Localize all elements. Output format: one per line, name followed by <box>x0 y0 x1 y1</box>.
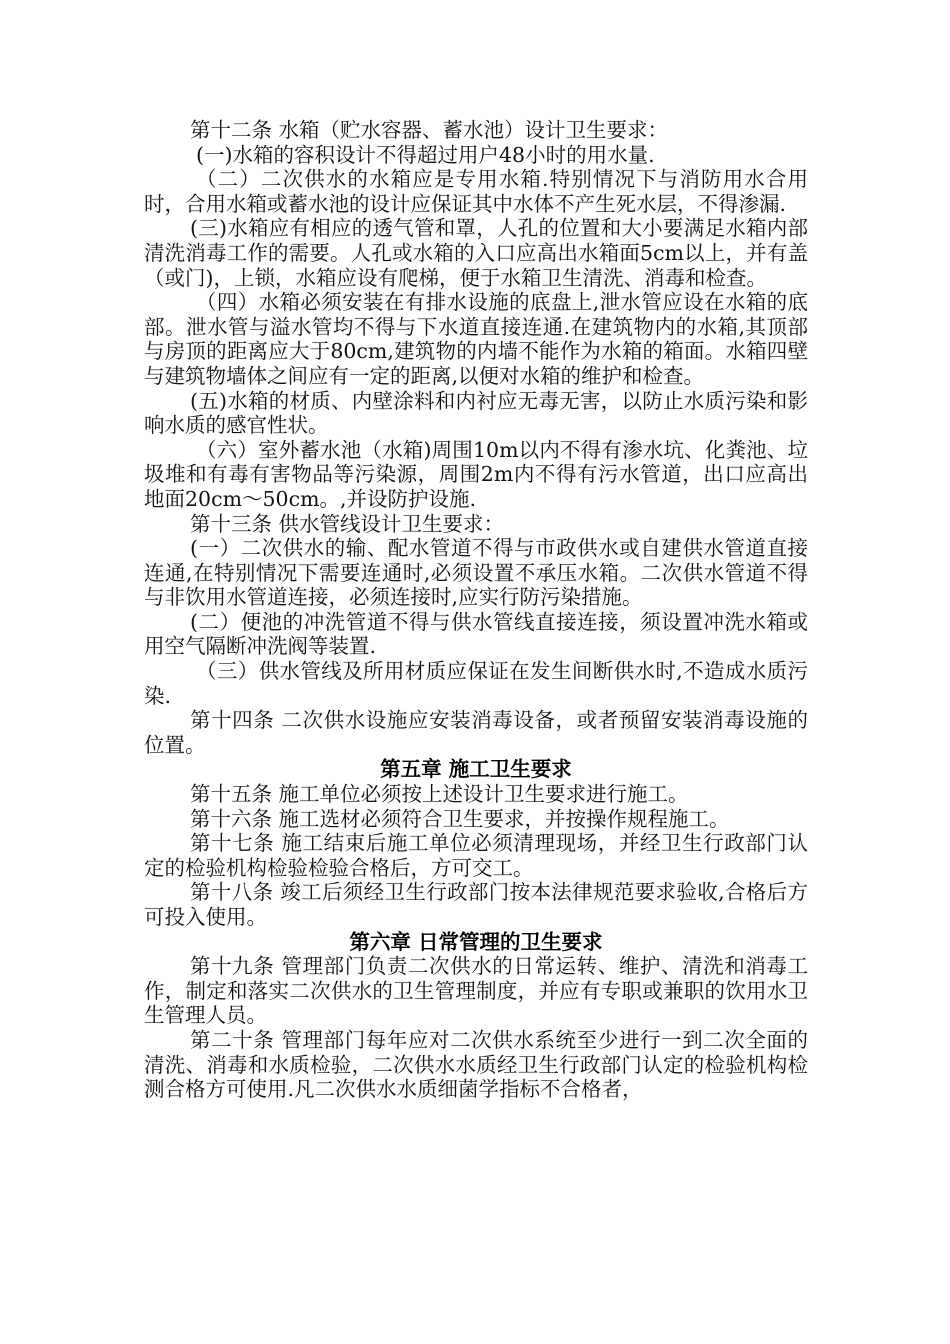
article-paragraph: 第十五条 施工单位必须按上述设计卫生要求进行施工。 <box>190 782 689 807</box>
article-paragraph: (二）便池的冲洗管道不得与供水管线直接连接，须设置冲洗水箱或用空气隔断冲洗阀等装置. <box>144 609 808 659</box>
article-paragraph: (一）二次供水的输、配水管道不得与市政供水或自建供水管道直接连通,在特别情况下需要连通时,必须设置不承压水箱。二次供水管道不得与非饮用水管道连接，必须连接时,应实行防污染措施。 <box>144 536 808 610</box>
article-paragraph: （六）室外蓄水池（水箱)周围10m以内不得有渗水坑、化粪池、垃圾堆和有毒有害物品等污染源，周围2m内不得有污水管道，出口应高出地面20cm～50cm。,并设防护设施. <box>144 437 808 511</box>
document-body <box>144 118 808 1102</box>
article-paragraph: （三）供水管线及所用材质应保证在发生间断供水时,不造成水质污染. <box>144 659 808 708</box>
article-paragraph: （二）二次供水的水箱应是专用水箱.特别情况下与消防用水合用时，合用水箱或蓄水池的设计应保证其中水体不产生死水层，不得渗漏. <box>144 167 808 216</box>
chapter-heading: 第五章 施工卫生要求 <box>380 757 572 782</box>
article-paragraph: 第十八条 竣工后须经卫生行政部门按本法律规范要求验收,合格后方可投入使用。 <box>144 880 808 929</box>
article-paragraph: 第十四条 二次供水设施应安装消毒设备，或者预留安装消毒设施的位置。 <box>144 708 808 757</box>
article-paragraph: (五)水箱的材质、内壁涂料和内衬应无毒无害，以防止水质污染和影响水质的感官性状。 <box>144 388 808 438</box>
article-paragraph: 第十九条 管理部门负责二次供水的日常运转、维护、清洗和消毒工作，制定和落实二次供水的卫生管理制度，并应有专职或兼职的饮用水卫生管理人员。 <box>144 954 808 1028</box>
article-paragraph: 第十二条 水箱（贮水容器、蓄水池）设计卫生要求： <box>190 118 669 142</box>
article-paragraph: (三)水箱应有相应的透气管和罩，人孔的位置和大小要满足水箱内部清洗消毒工作的需要。人孔或水箱的入口应高出水箱面5cm以上，并有盖（或门)，上锁，水箱应设有爬梯，便于水箱卫生清洗、消毒和检查。 <box>144 216 808 290</box>
article-paragraph: (一)水箱的容积设计不得超过用户48小时的用水量. <box>196 142 655 167</box>
article-paragraph: 第十三条 供水管线设计卫生要求： <box>190 511 505 536</box>
article-paragraph: 第十七条 施工结束后施工单位必须清理现场，并经卫生行政部门认定的检验机构检验检验合格后，方可交工。 <box>144 831 808 880</box>
article-paragraph: 第十六条 施工选材必须符合卫生要求，并按操作规程施工。 <box>190 806 730 831</box>
article-paragraph: 第二十条 管理部门每年应对二次供水系统至少进行一到二次全面的清洗、消毒和水质检验，二次供水水质经卫生行政部门认定的检验机构检测合格方可使用.凡二次供水水质细菌学指标不合格者， <box>144 1027 808 1102</box>
chapter-heading: 第六章 日常管理的卫生要求 <box>349 929 603 954</box>
article-paragraph: （四）水箱必须安装在有排水设施的底盘上,泄水管应设在水箱的底部。泄水管与溢水管均不得与下水道直接连通.在建筑物内的水箱,其顶部与房顶的距离应大于80cm,建筑物的内墙不能作为水箱的箱面。水箱四壁与建筑物墙体之间应有一定的距离,以便对水箱的维护和检查。 <box>144 290 808 388</box>
